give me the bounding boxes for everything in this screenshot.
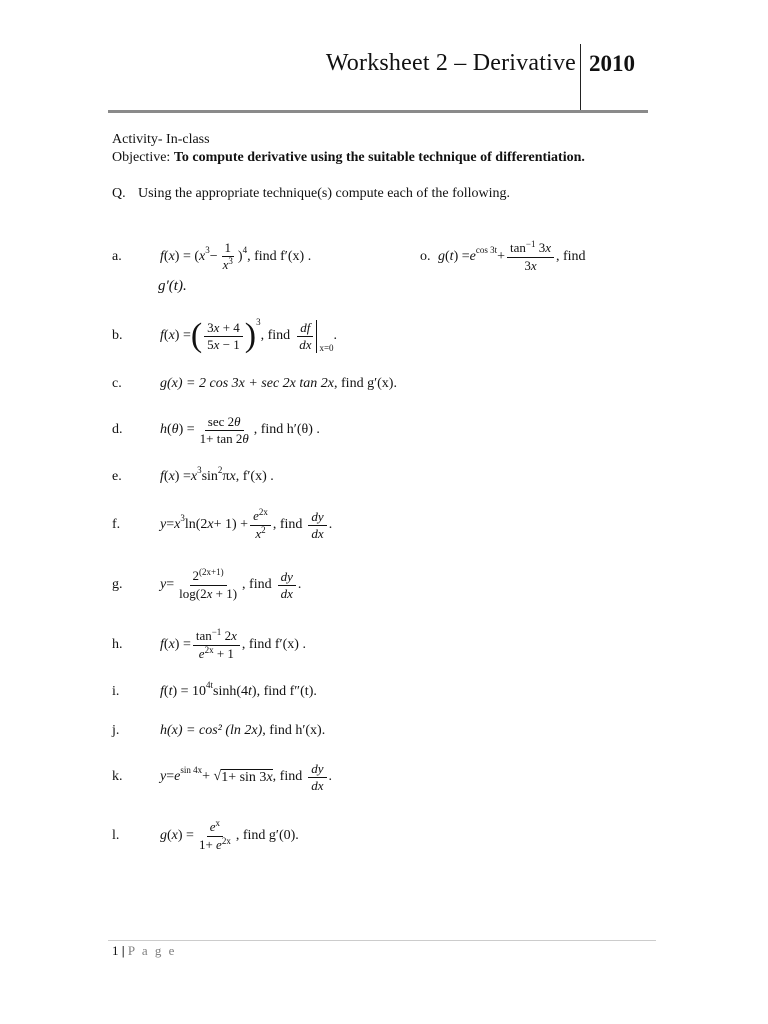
problem-a-label: a. (112, 249, 122, 264)
problem-l-ask: , find g′(0). (235, 828, 299, 843)
problem-j-formula: h(x) = cos² (ln 2x) (160, 723, 263, 738)
header-divider (580, 44, 581, 110)
problem-e-label: e. (112, 469, 122, 484)
problem-o-expr: g ( t ) = e cos 3t + $\frac{\tan^{-1} 3x}{3x}$ , find (438, 239, 586, 273)
page-number: 1 (112, 943, 119, 958)
problem-k (112, 757, 392, 797)
problem-j-expr (160, 711, 325, 751)
problem-g-expr: y = $\frac{2^{(2x+1)}}{\log(2x + 1)}$ , find $\frac{dy}{dx}$ . (160, 567, 302, 601)
header-year: 2010 (589, 51, 635, 76)
header-rule (108, 110, 648, 113)
problem-e-expr: f ( x ) = x 3 sin 2 π x , f′(x) . (160, 465, 274, 484)
problem-c-expr (160, 364, 397, 404)
problem-c-ask: , find g′(x). (334, 376, 397, 391)
problem-b (112, 316, 372, 356)
page-footer (112, 943, 176, 959)
problem-c-label: c. (112, 376, 122, 391)
problem-c (112, 364, 452, 404)
question-line (112, 186, 510, 202)
problem-o (420, 237, 650, 277)
problem-i-expr: f ( t ) = 10 4t sinh(4 t ) , find f″(t). (160, 680, 317, 699)
problem-h (112, 625, 372, 665)
objective-line (112, 150, 585, 166)
problem-k-label: k. (112, 769, 123, 784)
problem-i-label: i. (112, 684, 120, 699)
problem-l (112, 816, 372, 856)
problem-g-label: g. (112, 577, 123, 592)
problem-g-ask: , find (242, 577, 272, 592)
problem-d (112, 410, 372, 450)
problem-a (112, 237, 352, 277)
problem-o-ask: , find (556, 249, 586, 264)
problem-h-ask: , find f′(x) . (241, 637, 306, 652)
problem-k-expr: y = e sin 4x + √ 1+ sin 3x , find $\frac{dy}{dx}$ . (160, 760, 332, 793)
problem-e-ask: , f′(x) . (235, 469, 274, 484)
problem-d-expr: h ( θ ) = $\frac{\sec 2\theta}{1+ \tan 2\theta}$ , find h′(θ) . (160, 413, 320, 446)
problem-a-expr: f ( x ) = ( x 3 − $\frac{1}{x^3}$ ) 4 , find f′(x) . (160, 240, 312, 272)
problem-d-label: d. (112, 422, 123, 437)
footer-separator: | (121, 943, 125, 958)
problem-c-formula: g(x) = 2 cos 3x + sec 2x tan 2x (160, 376, 335, 391)
problem-o-continuation: g′(t). (158, 278, 187, 294)
problem-d-ask: , find h′(θ) . (253, 422, 320, 437)
problem-j-ask: , find h′(x). (262, 723, 326, 738)
objective-label: Objective: (112, 150, 174, 165)
page-word: P a g e (127, 943, 177, 958)
problem-e (112, 457, 352, 497)
problem-a-ask: , find f′(x) . (247, 249, 312, 264)
problem-f-expr: y = x 3 ln(2 x + 1) + $\frac{e^{2x}}{x^2}$ , find $\frac{dy}{dx}$ . (160, 506, 333, 541)
question-label: Q. (112, 186, 126, 201)
problem-h-label: h. (112, 637, 123, 652)
objective-text: To compute derivative using the suitable technique of differentiation. (173, 150, 585, 165)
problem-b-expr: f ( x ) = ( $\frac{3x + 4}{5x - 1}$ ) 3 , find $\frac{df}{dx}$ x=0 . (160, 317, 338, 354)
problem-h-expr: f ( x ) = $\frac{\tan^{-1} 2x}{e^{2x} + 1}$ , find f′(x) . (160, 626, 306, 661)
page-title: Worksheet 2 – Derivative (325, 50, 576, 76)
activity-line: Activity- In-class (112, 132, 210, 147)
problem-f (112, 505, 392, 545)
problem-g (112, 565, 352, 605)
problem-i-ask: , find f″(t). (256, 684, 317, 699)
footer-rule (108, 940, 656, 941)
problem-k-ask: , find (272, 769, 303, 784)
problem-o-label: o. (420, 249, 431, 264)
problem-l-expr: g ( x ) = $\frac{e^x}{1+ e^{2x}}$ , find g′(0). (160, 817, 299, 852)
problem-f-label: f. (112, 517, 121, 532)
problem-f-ask: , find (272, 517, 303, 532)
problem-b-ask: , find (260, 328, 291, 343)
problem-i (112, 672, 412, 712)
problem-j-label: j. (112, 723, 120, 738)
problem-b-label: b. (112, 328, 123, 343)
question-text: Using the appropriate technique(s) compute each of the following. (138, 186, 511, 201)
problem-j (112, 711, 392, 751)
problem-l-label: l. (112, 828, 120, 843)
